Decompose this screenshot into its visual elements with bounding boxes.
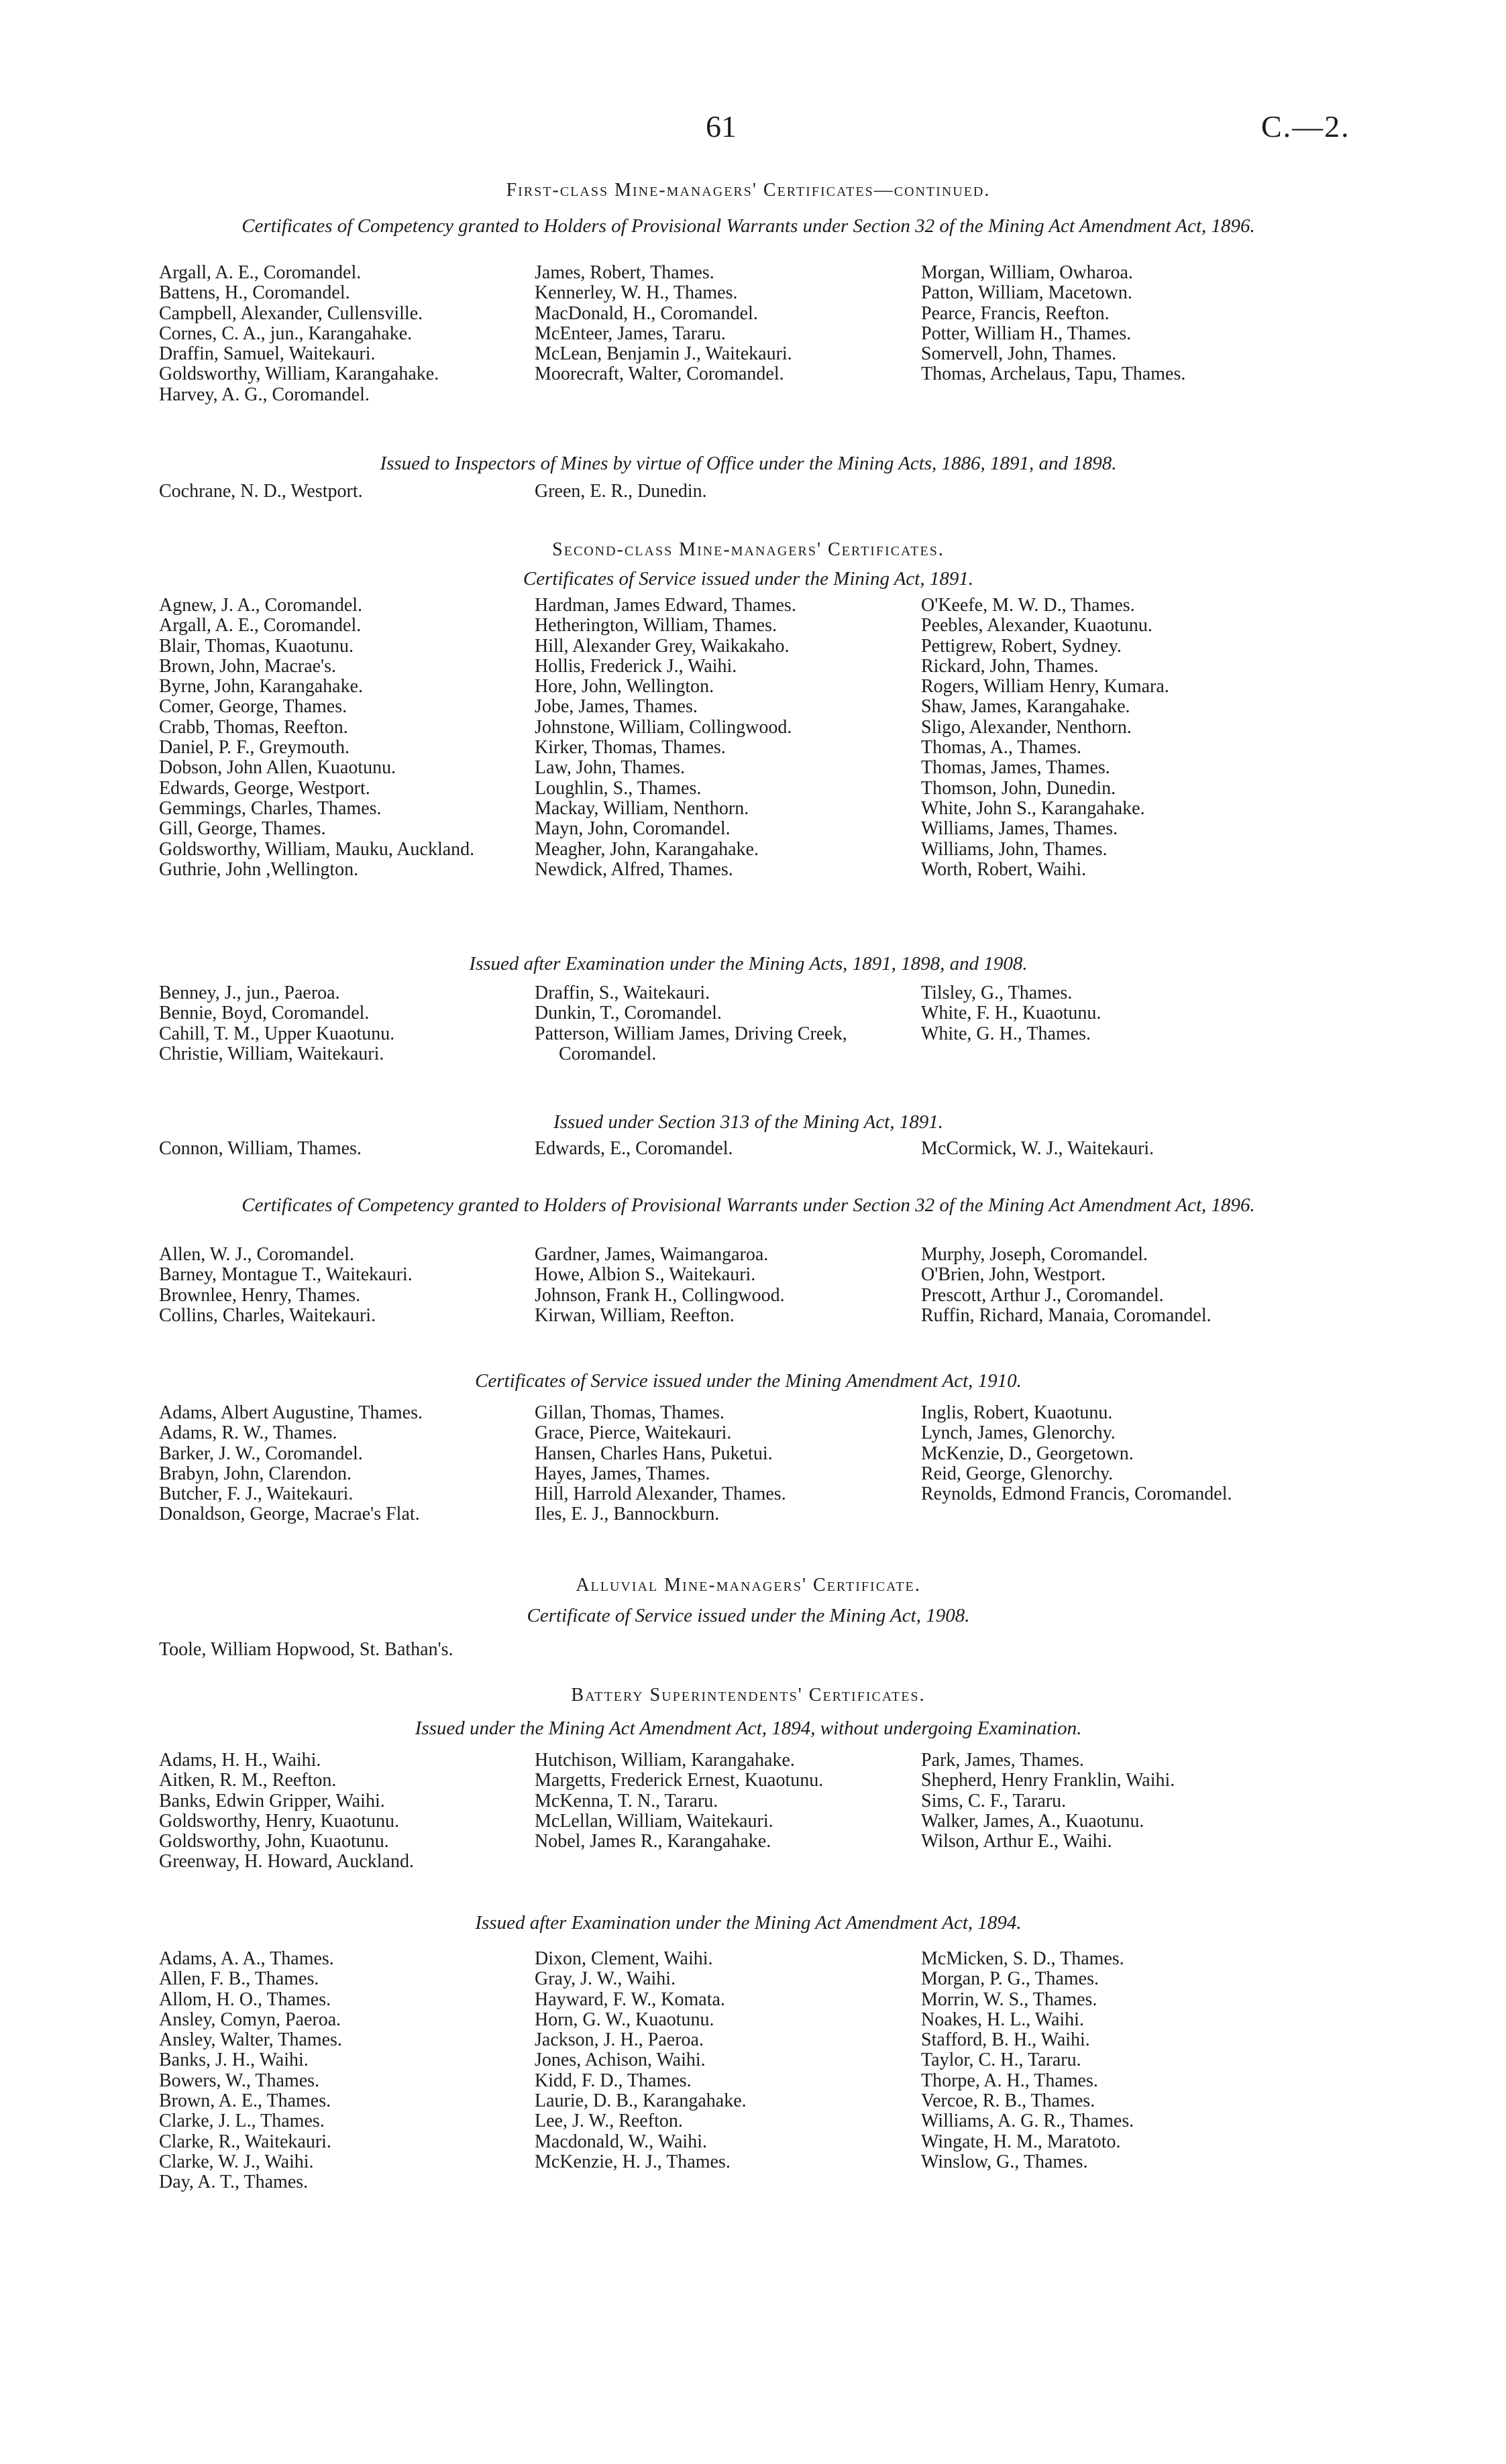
second-class-competency-subheading: Certificates of Competency granted to Holders of Provisional Warrants under Section 32 of the Mining Act Amendment Act, 1896. — [241, 1194, 1255, 1216]
list-item: Sims, C. F., Tararu. — [921, 1790, 1067, 1811]
list-item: Patterson, William James, Driving Creek, Coromandel. — [535, 1023, 847, 1064]
list-item: Wingate, H. M., Maratoto. — [921, 2131, 1121, 2152]
list-item: Hollis, Frederick J., Waihi. — [535, 655, 737, 677]
list-item: Tilsley, G., Thames. — [921, 983, 1073, 1003]
list-item: Dobson, John Allen, Kuaotunu. — [159, 757, 396, 779]
list-item: Kidd, F. D., Thames. — [535, 2070, 692, 2091]
list-item: Barney, Montague T., Waitekauri. — [159, 1264, 413, 1286]
battery-exam-subheading: Issued after Examination under the Mining Act Amendment Act, 1894. — [475, 1912, 1022, 1934]
list-column — [159, 1245, 535, 1326]
second-class-exam-list — [159, 983, 1337, 1064]
list-item: Lynch, James, Glenorchy. — [921, 1422, 1116, 1444]
list-item: Pettigrew, Robert, Sydney. — [921, 635, 1122, 657]
list-item: Dunkin, T., Coromandel. — [535, 1003, 722, 1024]
section-313-subheading: Issued under Section 313 of the Mining Act, 1891. — [553, 1111, 943, 1133]
list-item: Prescott, Arthur J., Coromandel. — [921, 1284, 1164, 1306]
list-item: Draffin, Samuel, Waitekauri. — [159, 343, 376, 365]
second-class-service-subheading: Certificates of Service issued under the Mining Act, 1891. — [523, 568, 974, 590]
list-item: Loughlin, S., Thames. — [535, 777, 702, 799]
list-item: Pearce, Francis, Reefton. — [921, 302, 1110, 324]
document-reference: C.—2. — [1261, 109, 1350, 144]
list-item: Christie, William, Waitekauri. — [159, 1043, 384, 1064]
list-item: Goldsworthy, Henry, Kuaotunu. — [159, 1810, 399, 1832]
amendment-1910-list — [159, 1403, 1337, 1525]
list-item: Reid, George, Glenorchy. — [921, 1463, 1114, 1484]
list-item: Hore, John, Wellington. — [535, 676, 714, 697]
list-item: Wilson, Arthur E., Waihi. — [921, 1831, 1112, 1852]
list-item: O'Brien, John, Westport. — [921, 1264, 1106, 1286]
list-item: McKenna, T. N., Tararu. — [535, 1790, 718, 1811]
list-item: Barker, J. W., Coromandel. — [159, 1443, 363, 1464]
list-item: Peebles, Alexander, Kuaotunu. — [921, 615, 1152, 636]
list-column — [159, 263, 535, 405]
list-item: Agnew, J. A., Coromandel. — [159, 595, 363, 616]
list-column — [535, 596, 921, 880]
list-item: Thorpe, A. H., Thames. — [921, 2070, 1098, 2091]
list-item: Rogers, William Henry, Kumara. — [921, 676, 1169, 697]
list-column — [921, 1750, 1337, 1872]
section-313-list — [159, 1139, 1337, 1159]
list-item: Hill, Alexander Grey, Waikakaho. — [535, 635, 790, 657]
list-item: Campbell, Alexander, Cullensville. — [159, 302, 423, 324]
list-item: Ansley, Walter, Thames. — [159, 2029, 342, 2051]
battery-no-exam-list — [159, 1750, 1337, 1872]
list-item: Ansley, Comyn, Paeroa. — [159, 2009, 341, 2030]
second-class-service-list — [159, 596, 1337, 880]
list-item: Clarke, W. J., Waihi. — [159, 2151, 314, 2172]
list-column — [921, 1245, 1337, 1326]
list-column — [535, 1403, 921, 1525]
list-item: Reynolds, Edmond Francis, Coromandel. — [921, 1483, 1232, 1505]
list-item: Clarke, R., Waitekauri. — [159, 2131, 331, 2152]
list-item: Argall, A. E., Coromandel. — [159, 615, 362, 636]
list-item: Grace, Pierce, Waitekauri. — [535, 1422, 732, 1444]
list-item: McKenzie, D., Georgetown. — [921, 1443, 1134, 1464]
list-item: Daniel, P. F., Greymouth. — [159, 737, 349, 759]
list-item: Nobel, James R., Karangahake. — [535, 1831, 771, 1852]
list-item: Goldsworthy, William, Karangahake. — [159, 363, 439, 385]
second-class-heading: Second-class Mine-managers' Certificates. — [552, 539, 945, 560]
list-item: Hetherington, William, Thames. — [535, 615, 777, 636]
page-number: 61 — [706, 109, 737, 144]
list-item: McLellan, William, Waitekauri. — [535, 1810, 773, 1832]
list-item: Howe, Albion S., Waitekauri. — [535, 1264, 756, 1286]
list-item: Patton, William, Macetown. — [921, 282, 1132, 304]
list-item: Jackson, J. H., Paeroa. — [535, 2029, 704, 2051]
list-item: Hill, Harrold Alexander, Thames. — [535, 1483, 786, 1505]
list-item: Green, E. R., Dunedin. — [535, 481, 707, 502]
list-column — [159, 1949, 535, 2193]
list-item: Allom, H. O., Thames. — [159, 1989, 331, 2010]
list-item: McLean, Benjamin J., Waitekauri. — [535, 343, 792, 365]
list-item: Taylor, C. H., Tararu. — [921, 2050, 1081, 2071]
list-item: Connon, William, Thames. — [159, 1138, 362, 1159]
list-item: Goldsworthy, William, Mauku, Auckland. — [159, 838, 475, 860]
list-item: Blair, Thomas, Kuaotunu. — [159, 635, 354, 657]
list-column — [159, 596, 535, 880]
list-item: Crabb, Thomas, Reefton. — [159, 716, 348, 738]
list-item: Macdonald, W., Waihi. — [535, 2131, 707, 2152]
list-item: Adams, A. A., Thames. — [159, 1948, 334, 1969]
list-item: Law, John, Thames. — [535, 757, 685, 779]
list-item: Argall, A. E., Coromandel. — [159, 262, 362, 283]
list-item: Donaldson, George, Macrae's Flat. — [159, 1504, 420, 1525]
list-column — [159, 983, 535, 1064]
list-item: White, John S., Karangahake. — [921, 797, 1145, 819]
list-item: Aitken, R. M., Reefton. — [159, 1770, 337, 1791]
second-class-exam-subheading: Issued after Examination under the Mining Acts, 1891, 1898, and 1908. — [469, 953, 1028, 974]
second-class-competency-list — [159, 1245, 1337, 1326]
list-item: Hardman, James Edward, Thames. — [535, 595, 796, 616]
inspectors-subheading: Issued to Inspectors of Mines by virtue of Office under the Mining Acts, 1886, 1891, and 1898. — [380, 453, 1117, 474]
list-item: Banks, Edwin Gripper, Waihi. — [159, 1790, 385, 1811]
list-item: Edwards, E., Coromandel. — [535, 1138, 733, 1159]
list-column — [535, 1750, 921, 1872]
list-item: Day, A. T., Thames. — [159, 2172, 309, 2193]
list-column — [921, 596, 1337, 880]
list-column — [535, 1949, 921, 2193]
list-item: Allen, F. B., Thames. — [159, 1968, 319, 1990]
list-column — [535, 1245, 921, 1326]
list-item: Murphy, Joseph, Coromandel. — [921, 1244, 1148, 1265]
list-item: Shepherd, Henry Franklin, Waihi. — [921, 1770, 1175, 1791]
list-item: Hutchison, William, Karangahake. — [535, 1750, 795, 1771]
list-column — [921, 983, 1337, 1064]
list-item: Benney, J., jun., Paeroa. — [159, 983, 340, 1003]
list-item: Williams, James, Thames. — [921, 818, 1118, 840]
list-item: Morgan, William, Owharoa. — [921, 262, 1133, 283]
list-item: Iles, E. J., Bannockburn. — [535, 1504, 720, 1525]
list-item: Cornes, C. A., jun., Karangahake. — [159, 323, 413, 344]
list-item: O'Keefe, M. W. D., Thames. — [921, 595, 1135, 616]
list-item: Thomas, A., Thames. — [921, 737, 1082, 759]
list-item: Edwards, George, Westport. — [159, 777, 370, 799]
list-item: Winslow, G., Thames. — [921, 2151, 1088, 2172]
list-item: White, F. H., Kuaotunu. — [921, 1003, 1101, 1024]
list-item: Brabyn, John, Clarendon. — [159, 1463, 352, 1484]
list-item: Collins, Charles, Waitekauri. — [159, 1304, 376, 1326]
list-item: Williams, John, Thames. — [921, 838, 1108, 860]
list-item: James, Robert, Thames. — [535, 262, 714, 283]
alluvial-heading: Alluvial Mine-managers' Certificate. — [576, 1575, 921, 1595]
list-item: Newdick, Alfred, Thames. — [535, 858, 733, 880]
list-item: Lee, J. W., Reefton. — [535, 2111, 683, 2132]
list-item: Morrin, W. S., Thames. — [921, 1989, 1097, 2010]
list-item: Johnson, Frank H., Collingwood. — [535, 1284, 785, 1306]
list-item: Goldsworthy, John, Kuaotunu. — [159, 1831, 389, 1852]
list-item: Bowers, W., Thames. — [159, 2070, 320, 2091]
list-item: Jones, Achison, Waihi. — [535, 2050, 706, 2071]
list-item: Somervell, John, Thames. — [921, 343, 1117, 365]
list-item: Potter, William H., Thames. — [921, 323, 1132, 344]
inspectors-list — [159, 482, 921, 502]
first-class-competency-list — [159, 263, 1337, 405]
list-item: Draffin, S., Waitekauri. — [535, 983, 710, 1003]
list-column — [535, 263, 921, 405]
list-item: Margetts, Frederick Ernest, Kuaotunu. — [535, 1770, 824, 1791]
list-item: Cochrane, N. D., Westport. — [159, 481, 363, 502]
list-item: Banks, J. H., Waihi. — [159, 2050, 309, 2071]
list-item: Gardner, James, Waimangaroa. — [535, 1244, 769, 1265]
list-item: Dixon, Clement, Waihi. — [535, 1948, 713, 1969]
list-item: McKenzie, H. J., Thames. — [535, 2151, 731, 2172]
list-item: Rickard, John, Thames. — [921, 655, 1099, 677]
list-item: Johnstone, William, Collingwood. — [535, 716, 792, 738]
list-column — [535, 983, 921, 1064]
list-item: Morgan, P. G., Thames. — [921, 1968, 1099, 1990]
list-item: Bennie, Boyd, Coromandel. — [159, 1003, 370, 1024]
list-item: Thomson, John, Dunedin. — [921, 777, 1116, 799]
list-column — [921, 263, 1337, 405]
list-column — [921, 1403, 1337, 1525]
list-item: Worth, Robert, Waihi. — [921, 858, 1087, 880]
list-item: Brown, John, Macrae's. — [159, 655, 336, 677]
list-item: Greenway, H. Howard, Auckland. — [159, 1851, 414, 1872]
list-item: Shaw, James, Karangahake. — [921, 696, 1130, 718]
list-item: Noakes, H. L., Waihi. — [921, 2009, 1084, 2030]
list-item: Vercoe, R. B., Thames. — [921, 2090, 1095, 2112]
list-item: Ruffin, Richard, Manaia, Coromandel. — [921, 1304, 1212, 1326]
list-item: Brownlee, Henry, Thames. — [159, 1284, 361, 1306]
list-item: Allen, W. J., Coromandel. — [159, 1244, 354, 1265]
list-item: Williams, A. G. R., Thames. — [921, 2111, 1134, 2132]
list-item: Mayn, John, Coromandel. — [535, 818, 731, 840]
list-item: Sligo, Alexander, Nenthorn. — [921, 716, 1132, 738]
list-item: Moorecraft, Walter, Coromandel. — [535, 363, 784, 385]
list-item: Gill, George, Thames. — [159, 818, 326, 840]
list-item: Laurie, D. B., Karangahake. — [535, 2090, 747, 2112]
list-item: Mackay, William, Nenthorn. — [535, 797, 749, 819]
list-item: Byrne, John, Karangahake. — [159, 676, 364, 697]
list-item: Butcher, F. J., Waitekauri. — [159, 1483, 354, 1505]
list-item: Hansen, Charles Hans, Puketui. — [535, 1443, 773, 1464]
first-class-heading: First-class Mine-managers' Certificates—continued. — [506, 180, 991, 201]
list-column — [921, 1949, 1337, 2193]
list-item: Horn, G. W., Kuaotunu. — [535, 2009, 714, 2030]
list-item: McMicken, S. D., Thames. — [921, 1948, 1124, 1969]
list-item: Clarke, J. L., Thames. — [159, 2111, 325, 2132]
list-item: Thomas, James, Thames. — [921, 757, 1110, 779]
list-item: Thomas, Archelaus, Tapu, Thames. — [921, 363, 1186, 385]
list-item: Cahill, T. M., Upper Kuaotunu. — [159, 1023, 395, 1044]
alluvial-entry: Toole, William Hopwood, St. Bathan's. — [159, 1639, 453, 1660]
list-item: Guthrie, John ,Wellington. — [159, 858, 359, 880]
list-item: Inglis, Robert, Kuaotunu. — [921, 1402, 1113, 1423]
list-item: Battens, H., Coromandel. — [159, 282, 350, 304]
battery-no-exam-subheading: Issued under the Mining Act Amendment Act, 1894, without undergoing Examination. — [415, 1718, 1082, 1739]
list-item: Park, James, Thames. — [921, 1750, 1084, 1771]
first-class-competency-subheading: Certificates of Competency granted to Holders of Provisional Warrants under Section 32 of the Mining Act Amendment Act, 1896. — [241, 215, 1255, 237]
list-column — [159, 1750, 535, 1872]
list-item: Comer, George, Thames. — [159, 696, 347, 718]
list-item: Kirwan, William, Reefton. — [535, 1304, 735, 1326]
amendment-1910-subheading: Certificates of Service issued under the Mining Amendment Act, 1910. — [475, 1370, 1022, 1392]
list-item: Gemmings, Charles, Thames. — [159, 797, 382, 819]
list-item: Adams, H. H., Waihi. — [159, 1750, 321, 1771]
battery-exam-list — [159, 1949, 1337, 2193]
list-item: Stafford, B. H., Waihi. — [921, 2029, 1090, 2051]
alluvial-subheading: Certificate of Service issued under the Mining Act, 1908. — [527, 1605, 970, 1626]
list-item: Gray, J. W., Waihi. — [535, 1968, 676, 1990]
list-column — [159, 1403, 535, 1525]
list-item: Hayes, James, Thames. — [535, 1463, 710, 1484]
list-item: McEnteer, James, Tararu. — [535, 323, 726, 344]
list-item: Hayward, F. W., Komata. — [535, 1989, 725, 2010]
list-item: Harvey, A. G., Coromandel. — [159, 384, 370, 405]
list-item: Adams, R. W., Thames. — [159, 1422, 337, 1444]
list-item: Brown, A. E., Thames. — [159, 2090, 331, 2112]
list-item: White, G. H., Thames. — [921, 1023, 1091, 1044]
list-item: Walker, James, A., Kuaotunu. — [921, 1810, 1144, 1832]
battery-heading: Battery Superintendents' Certificates. — [571, 1685, 926, 1705]
list-item: Gillan, Thomas, Thames. — [535, 1402, 724, 1423]
list-item: Jobe, James, Thames. — [535, 696, 698, 718]
list-item: Kirker, Thomas, Thames. — [535, 737, 726, 759]
list-item: McCormick, W. J., Waitekauri. — [921, 1138, 1154, 1159]
list-item: Kennerley, W. H., Thames. — [535, 282, 738, 304]
list-item: Adams, Albert Augustine, Thames. — [159, 1402, 423, 1423]
list-item: Meagher, John, Karangahake. — [535, 838, 759, 860]
list-item: MacDonald, H., Coromandel. — [535, 302, 758, 324]
